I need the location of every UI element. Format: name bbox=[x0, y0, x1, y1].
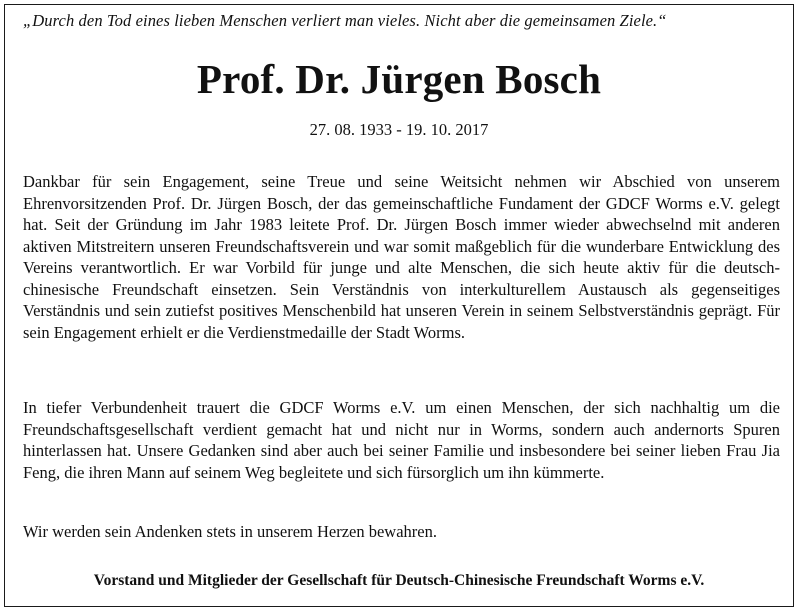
life-dates: 27. 08. 1933 - 19. 10. 2017 bbox=[309, 120, 489, 139]
deceased-name: Prof. Dr. Jürgen Bosch bbox=[196, 56, 602, 102]
remembrance-line: Wir werden sein Andenken stets in unserem Herzen bewahren. bbox=[23, 522, 437, 541]
condolence-paragraph: In tiefer Verbundenheit trauert die GDCF Worms e.V. um einen Menschen, der sich nachhaltig um die Freundschaftsgesellschaft verdient gemacht hat und nicht nur in Worms, sondern auch andernorts Spuren hinterlassen hat. Unsere Gedanken sind aber auch bei seiner Familie und insbesondere bei seiner lieben Frau Jia Feng, die ihren Mann auf seinem Weg begleitete und sich fürsorglich um ihn kümmerte. bbox=[23, 398, 780, 482]
tribute-paragraph: Dankbar für sein Engagement, seine Treue und seine Weitsicht nehmen wir Abschied von unserem Ehrenvorsitzenden Prof. Dr. Jürgen Bosch, der das gemeinschaftliche Fundament der GDCF Worms e.V. gelegt hat. Seit der Gründung im Jahr 1983 leitete Prof. Dr. Jürgen Bosch immer wieder abwechselnd mit anderen aktiven Mitstreitern unseren Freundschaftsverein und war somit maßgeblich für die wunderbare Entwicklung des Vereins verantwortlich. Er war Vorbild für junge und alte Menschen, die sich heute aktiv für die deutsch-chinesische Freundschaft einsetzen. Sein Verständnis von interkulturellem Austausch als gegenseitiges Verständnis und sein zutiefst positives Menschenbild hat unseren Verein in seinem Selbstverständnis geprägt. Für sein Engagement erhielt er die Verdienstmedaille der Stadt Worms. bbox=[23, 172, 780, 342]
memorial-quote: „Durch den Tod eines lieben Menschen verliert man vieles. Nicht aber die gemeinsamen Ziele.“ bbox=[23, 11, 667, 30]
signoff: Vorstand und Mitglieder der Gesellschaft für Deutsch-Chinesische Freundschaft Worms e.V. bbox=[93, 572, 705, 589]
obituary-notice bbox=[4, 4, 794, 607]
